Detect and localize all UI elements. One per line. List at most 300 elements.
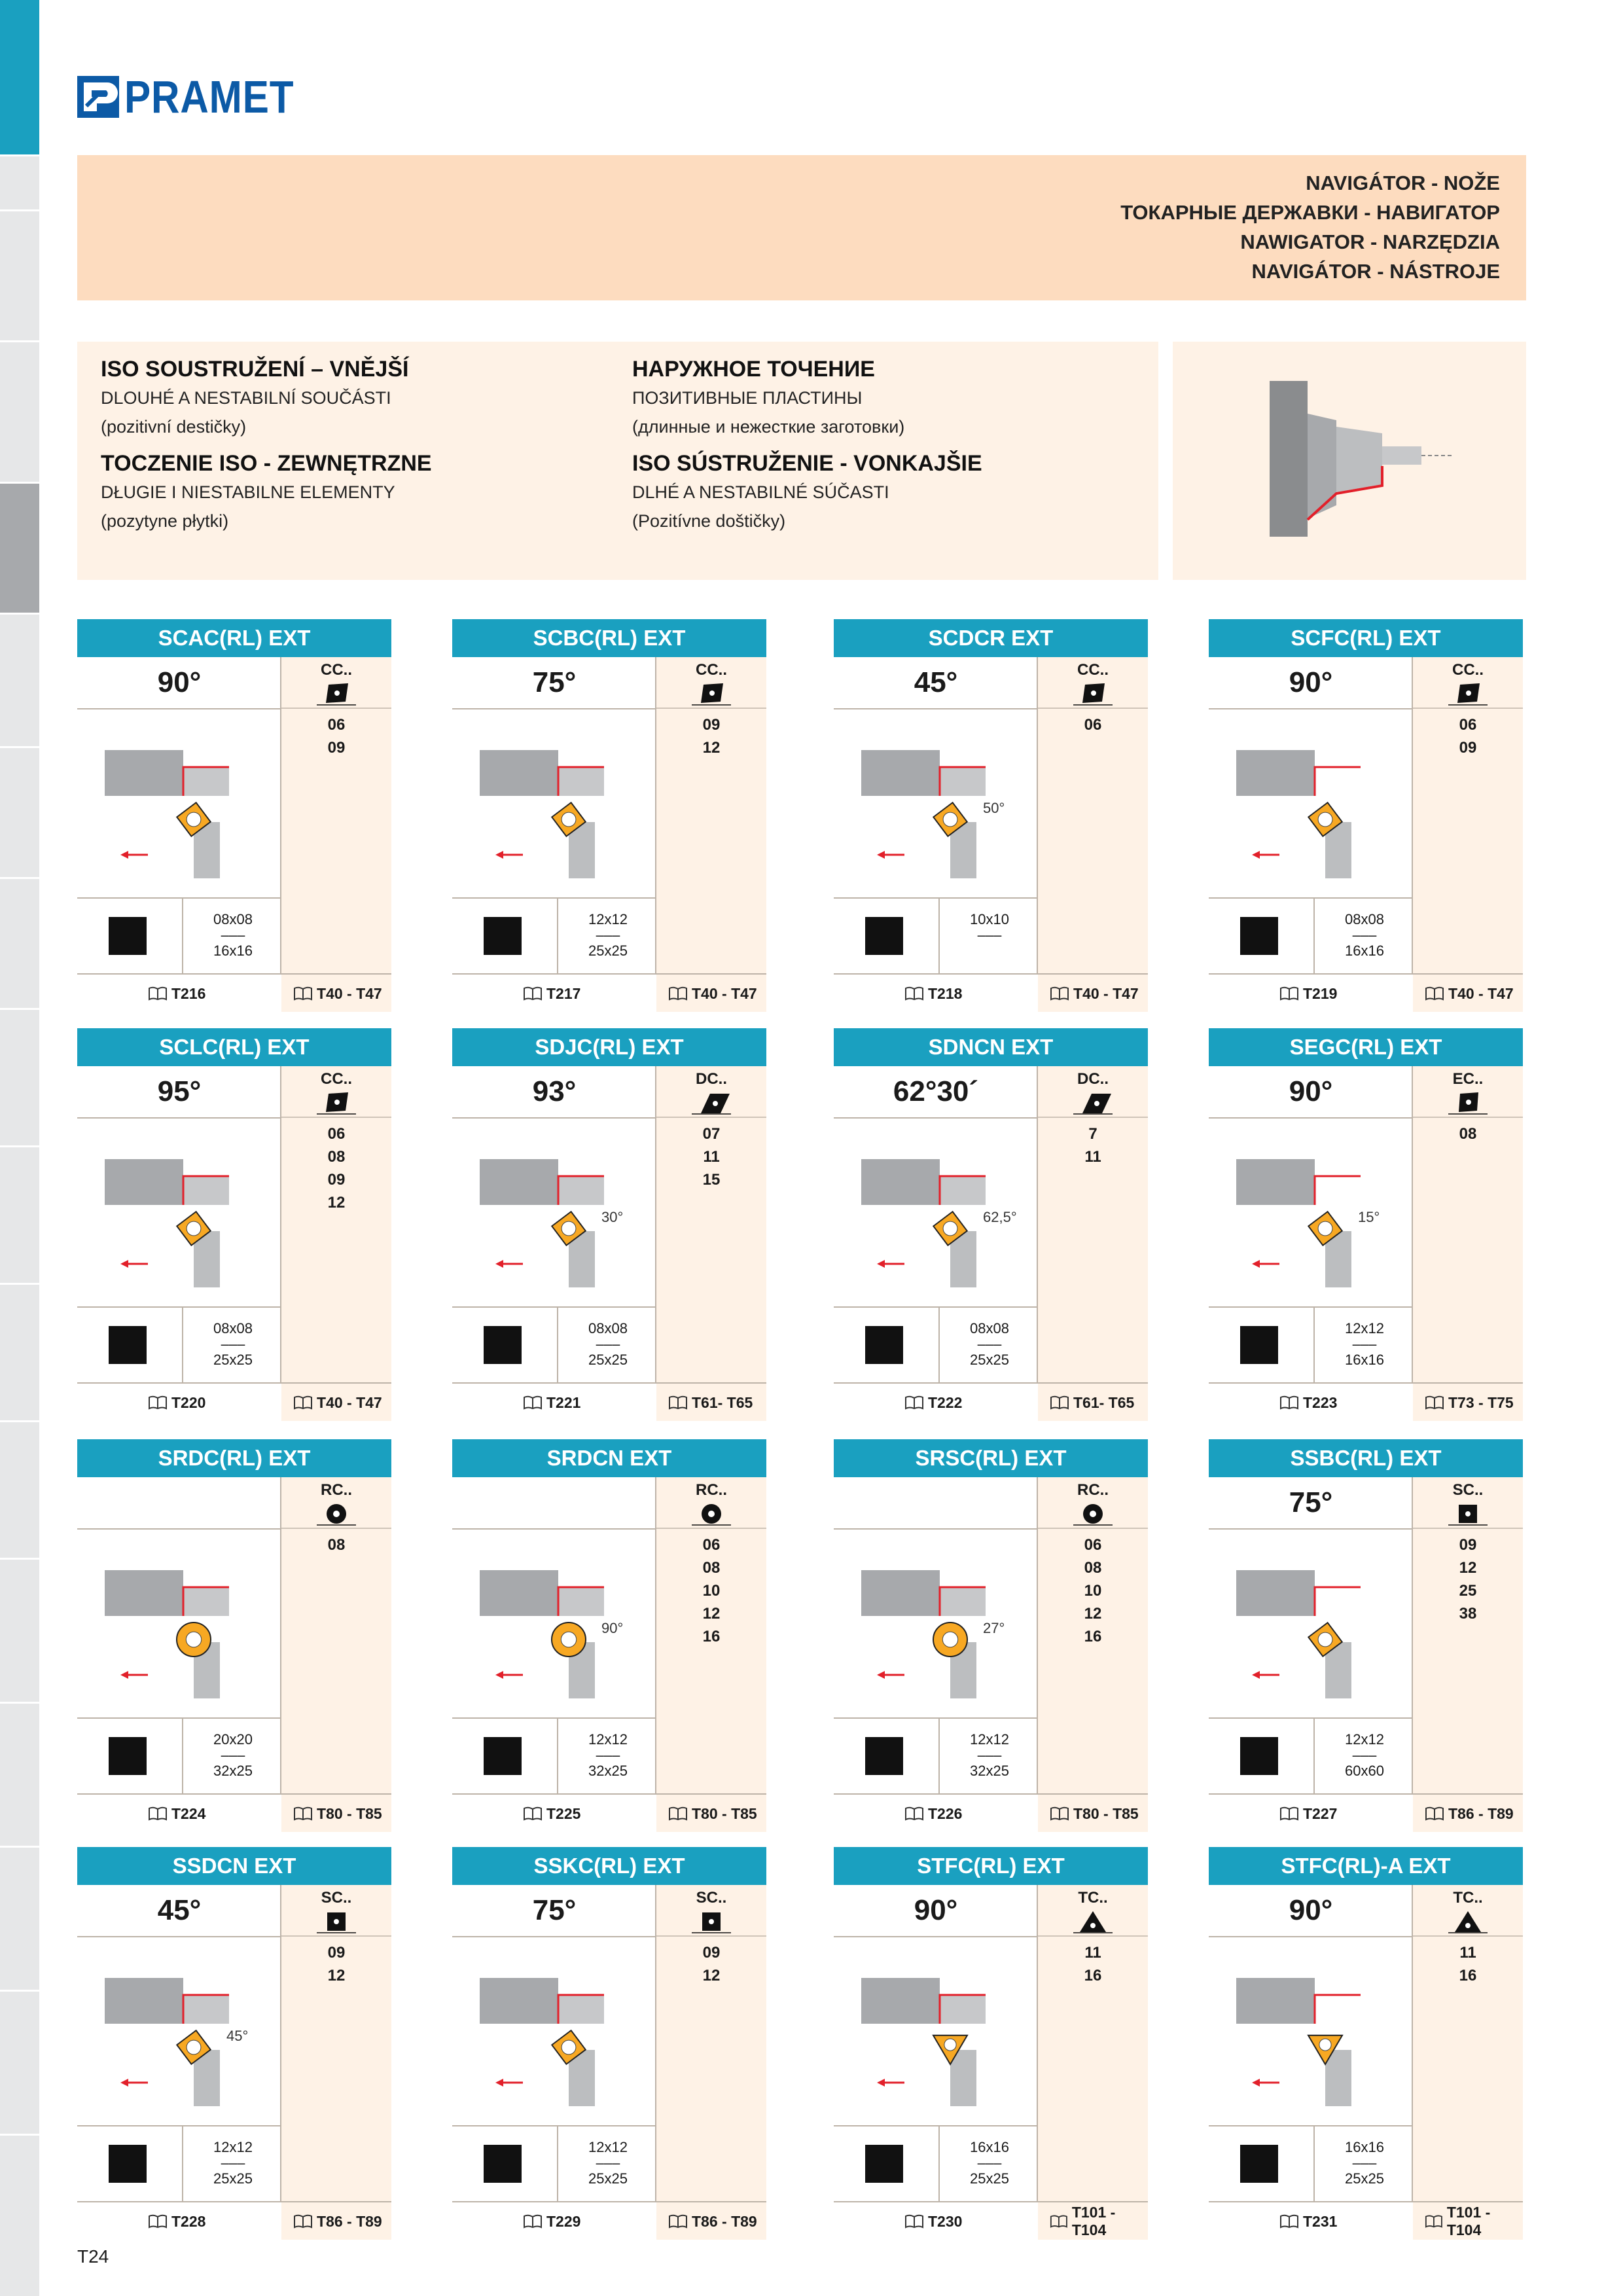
insert-panel (281, 1477, 391, 1832)
insert-size: 09 (327, 1944, 346, 1962)
insert-prefix: SC.. (321, 1889, 352, 1907)
section-heading-sk: ISO SÚSTRUŽENIE - VONKAJŠIE (632, 451, 982, 476)
insert-prefix: RC.. (321, 1481, 352, 1499)
shank-min: 08x08 (213, 911, 253, 927)
pramet-logo-mark-icon (77, 76, 119, 118)
shank-sep: ––– (596, 1336, 620, 1352)
brand-name: PRAMET (124, 71, 294, 122)
side-index-separator (0, 1420, 39, 1422)
section-subtitle-cz: DLOUHÉ A NESTABILNÍ SOUČÁSTI (101, 388, 391, 408)
book-icon (668, 1806, 688, 1821)
tool-title[interactable]: SEGC(RL) EXT (1209, 1028, 1523, 1066)
insert-panel (1413, 1477, 1523, 1832)
shank-min: 10x10 (970, 911, 1009, 927)
insert-size-list (1413, 1534, 1523, 1625)
section-note-sk: (Pozitívne doštičky) (632, 511, 786, 531)
tool-title[interactable]: SRSC(RL) EXT (834, 1439, 1148, 1477)
tool-card (1209, 1847, 1523, 2240)
insert-page-link[interactable] (668, 1387, 753, 1418)
insert-size-list (1038, 713, 1148, 736)
tool-title[interactable]: SCLC(RL) EXT (77, 1028, 391, 1066)
holder-page-link[interactable] (1279, 1798, 1337, 1829)
side-index-separator (0, 482, 39, 484)
insert-prefix: SC.. (1452, 1481, 1484, 1499)
insert-page-link[interactable] (293, 2206, 382, 2237)
shank-sep: ––– (977, 1336, 1002, 1352)
tool-holder-diagram-icon (1227, 1544, 1404, 1701)
tool-holder-diagram-icon (471, 724, 647, 881)
card-divider-insert (656, 1528, 766, 1529)
tool-title[interactable]: SCDCR EXT (834, 619, 1148, 657)
insert-size: 25 (1459, 1582, 1477, 1600)
shank-max: 25x25 (588, 942, 628, 959)
insert-shape-icon (1448, 1502, 1488, 1526)
shank-size-range (1313, 899, 1414, 973)
card-divider-footer (77, 973, 391, 975)
shank-max: 60x60 (1345, 1763, 1384, 1779)
tool-card (452, 1028, 766, 1421)
section-note-pl: (pozytyne płytki) (101, 511, 229, 531)
side-index-separator (0, 1283, 39, 1285)
tool-card (452, 1439, 766, 1832)
insert-size: 09 (327, 739, 346, 757)
shank-sep: ––– (596, 927, 620, 943)
holder-page-link[interactable] (523, 1387, 580, 1418)
insert-size: 12 (702, 1605, 721, 1623)
insert-prefix: CC.. (321, 1070, 352, 1088)
tool-holder-diagram-icon (471, 1133, 647, 1290)
card-divider-angle (834, 1117, 1038, 1119)
holder-page-link[interactable] (148, 1798, 205, 1829)
shank-min: 12x12 (588, 911, 628, 927)
insert-panel (281, 1885, 391, 2240)
page-number: T24 (77, 2246, 109, 2267)
side-index-separator (0, 154, 39, 156)
shank-min: 12x12 (1345, 1731, 1384, 1748)
tool-title[interactable]: STFC(RL) EXT (834, 1847, 1148, 1885)
insert-size: 12 (702, 1967, 721, 1984)
holder-page-ref: T216 (171, 984, 206, 1002)
approach-angle: 75° (532, 666, 577, 698)
section-heading-pl: TOCZENIE ISO - ZEWNĘTRZNE (101, 451, 432, 476)
holder-page-link[interactable] (1279, 978, 1337, 1009)
insert-page-link[interactable] (293, 1387, 382, 1418)
tool-holder-diagram-icon (852, 1544, 1029, 1701)
insert-prefix: DC.. (696, 1070, 727, 1088)
holder-page-link[interactable] (1279, 2206, 1337, 2237)
square-shank-icon (1240, 1326, 1278, 1364)
insert-size: 09 (702, 716, 721, 734)
insert-size-list (1413, 1941, 1523, 1987)
holder-page-ref: T228 (171, 2212, 206, 2230)
tool-card (834, 1439, 1148, 1832)
insert-page-link[interactable] (1425, 978, 1514, 1009)
tool-holder-diagram-icon (471, 1544, 647, 1701)
insert-size: 10 (702, 1582, 721, 1600)
insert-size-list (656, 1122, 766, 1191)
approach-angle: 45° (157, 1894, 202, 1926)
insert-page-link[interactable] (1425, 1387, 1514, 1418)
insert-size: 12 (327, 1194, 346, 1211)
card-divider-footer (834, 1382, 1148, 1384)
insert-page-ref: T40 - T47 (317, 984, 382, 1002)
holder-page-ref: T227 (1303, 1804, 1338, 1822)
card-divider-angle (77, 1936, 281, 1937)
description-column-right (632, 355, 982, 535)
insert-size: 09 (327, 1171, 346, 1189)
tool-title[interactable]: SRDCN EXT (452, 1439, 766, 1477)
insert-page-ref: T101 - T104 (1071, 2204, 1116, 2238)
insert-size-list (1413, 1122, 1523, 1145)
card-divider-footer (834, 1793, 1148, 1795)
insert-shape-icon (317, 682, 356, 706)
insert-panel (656, 1477, 766, 1832)
insert-prefix: SC.. (696, 1889, 727, 1907)
card-divider-footer (77, 2201, 391, 2202)
card-divider-angle (1209, 1117, 1413, 1119)
shank-max: 32x25 (213, 1763, 253, 1779)
book-icon (293, 2214, 313, 2229)
square-shank-icon (1240, 1737, 1278, 1775)
description-column-left (101, 355, 432, 535)
tool-card (77, 619, 391, 1012)
shank-size-range (938, 1308, 1039, 1382)
insert-size: 11 (1459, 1944, 1476, 1962)
insert-size: 06 (327, 1125, 346, 1143)
approach-angle: 90° (1289, 1075, 1333, 1107)
holder-page-ref: T229 (546, 2212, 581, 2230)
square-shank-icon (865, 1737, 903, 1775)
holder-page-link[interactable] (148, 978, 205, 1009)
card-divider-footer (452, 973, 766, 975)
book-icon (523, 1395, 543, 1410)
card-divider-angle (834, 1936, 1038, 1937)
card-divider-insert (281, 1528, 391, 1529)
card-divider-angle (1209, 1936, 1413, 1937)
insert-panel (1038, 1477, 1148, 1832)
insert-size: 12 (702, 739, 721, 757)
shank-size-range (938, 2126, 1039, 2201)
card-divider-angle (452, 708, 656, 709)
insert-prefix: CC.. (1452, 661, 1484, 679)
shank-size-range (557, 1308, 658, 1382)
approach-angle: 62°30´ (893, 1075, 979, 1107)
insert-size: 06 (1084, 1536, 1102, 1554)
holder-page-link[interactable] (904, 2206, 962, 2237)
book-icon (1279, 1395, 1299, 1410)
holder-page-ref: T231 (1303, 2212, 1338, 2230)
shank-sep: ––– (221, 1336, 245, 1352)
insert-page-ref: T61- T65 (1073, 1393, 1135, 1411)
insert-size: 16 (1084, 1628, 1102, 1645)
side-index-separator (0, 1702, 39, 1704)
insert-size-list (1038, 1941, 1148, 1987)
insert-page-link[interactable] (1050, 2206, 1148, 2237)
svg-text:62,5°: 62,5° (983, 1209, 1017, 1225)
insert-page-link[interactable] (1425, 1798, 1514, 1829)
shank-sep: ––– (596, 2155, 620, 2171)
insert-size: 12 (327, 1967, 346, 1984)
insert-size-list (1038, 1122, 1148, 1168)
section-heading-cz: ISO SOUSTRUŽENÍ – VNĚJŠÍ (101, 357, 409, 382)
shank-min: 16x16 (1345, 2139, 1384, 2155)
tool-title[interactable]: SSBC(RL) EXT (1209, 1439, 1523, 1477)
insert-page-link[interactable] (1050, 1387, 1134, 1418)
tool-title[interactable]: SDNCN EXT (834, 1028, 1148, 1066)
shank-min: 12x12 (213, 2139, 253, 2155)
square-shank-icon (484, 1737, 522, 1775)
side-index-separator (0, 1990, 39, 1992)
insert-size: 11 (1084, 1944, 1101, 1962)
shank-min: 20x20 (213, 1731, 253, 1748)
square-shank-icon (865, 917, 903, 955)
shank-min: 12x12 (588, 1731, 628, 1748)
side-index-separator (0, 1846, 39, 1848)
insert-page-link[interactable] (1050, 978, 1139, 1009)
card-divider-footer (834, 973, 1148, 975)
tool-holder-diagram-icon (852, 724, 1029, 881)
side-index-separator (0, 877, 39, 879)
card-divider-insert (656, 1117, 766, 1118)
insert-size-list (656, 1941, 766, 1987)
side-index-separator (0, 340, 39, 342)
insert-panel (656, 1885, 766, 2240)
shank-max: 32x25 (588, 1763, 628, 1779)
holder-page-link[interactable] (148, 2206, 205, 2237)
tool-title[interactable]: SCBC(RL) EXT (452, 619, 766, 657)
insert-panel (1413, 1066, 1523, 1421)
insert-size: 09 (1459, 1536, 1477, 1554)
insert-panel (1038, 657, 1148, 1012)
insert-page-link[interactable] (1050, 1798, 1139, 1829)
insert-panel (281, 1066, 391, 1421)
tool-holder-diagram-icon (471, 1952, 647, 2109)
banner-title-sk: NAVIGÁTOR - NÁSTROJE (1251, 260, 1500, 283)
approach-angle: 45° (914, 666, 958, 698)
insert-shape-icon (1073, 1091, 1113, 1115)
shank-sep: ––– (221, 1747, 245, 1763)
holder-page-ref: T220 (171, 1393, 206, 1411)
insert-page-ref: T40 - T47 (317, 1393, 382, 1411)
tool-card (452, 619, 766, 1012)
insert-shape-icon (692, 1502, 731, 1526)
shank-max: 25x25 (213, 1352, 253, 1368)
shank-max: 32x25 (970, 1763, 1009, 1779)
card-divider-footer (77, 1382, 391, 1384)
holder-page-link[interactable] (1279, 1387, 1337, 1418)
book-icon (1425, 1806, 1444, 1821)
tool-card (834, 1847, 1148, 2240)
shank-min: 12x12 (970, 1731, 1009, 1748)
tool-card (834, 1028, 1148, 1421)
tool-title[interactable]: SCFC(RL) EXT (1209, 619, 1523, 657)
insert-page-link[interactable] (293, 1798, 382, 1829)
holder-page-link[interactable] (904, 978, 962, 1009)
book-icon (1425, 1395, 1444, 1410)
shank-sep: ––– (977, 927, 1002, 943)
insert-page-ref: T40 - T47 (692, 984, 757, 1002)
card-divider-angle (1209, 1528, 1413, 1530)
book-icon (148, 986, 168, 1001)
book-icon (668, 986, 688, 1001)
insert-panel (1413, 1885, 1523, 2240)
insert-size: 06 (1459, 716, 1477, 734)
card-divider-insert (281, 1935, 391, 1937)
insert-page-link[interactable] (293, 978, 382, 1009)
insert-size-list (1038, 1534, 1148, 1648)
insert-prefix: RC.. (696, 1481, 727, 1499)
card-divider-insert (1413, 1935, 1523, 1937)
card-divider-insert (1413, 1117, 1523, 1118)
insert-panel (656, 1066, 766, 1421)
tool-holder-diagram-icon (96, 1133, 272, 1290)
insert-page-ref: T86 - T89 (692, 2212, 757, 2230)
card-divider-angle (834, 1528, 1038, 1530)
shank-sep: ––– (1352, 2155, 1377, 2171)
insert-size-list (281, 713, 391, 759)
shank-size-range (557, 1719, 658, 1793)
shank-sep: ––– (977, 1747, 1002, 1763)
card-divider-insert (1038, 1528, 1148, 1529)
holder-page-ref: T230 (928, 2212, 963, 2230)
square-shank-icon (1240, 2145, 1278, 2183)
card-divider-angle (452, 1936, 656, 1937)
book-icon (1050, 1806, 1069, 1821)
approach-angle: 90° (914, 1894, 958, 1926)
insert-shape-icon (692, 1091, 731, 1115)
card-divider-footer (1209, 2201, 1523, 2202)
insert-size: 08 (327, 1536, 346, 1554)
tool-title[interactable]: SSDCN EXT (77, 1847, 391, 1885)
card-divider-insert (281, 708, 391, 709)
square-shank-icon (109, 917, 147, 955)
side-index-separator (0, 1558, 39, 1560)
holder-page-link[interactable] (904, 1798, 962, 1829)
insert-page-link[interactable] (1425, 2206, 1523, 2237)
insert-shape-icon (692, 682, 731, 706)
insert-prefix: TC.. (1078, 1889, 1108, 1907)
insert-prefix: DC.. (1077, 1070, 1109, 1088)
shank-sep: ––– (977, 2155, 1002, 2171)
book-icon (668, 1395, 688, 1410)
tool-title[interactable]: SSKC(RL) EXT (452, 1847, 766, 1885)
holder-page-link[interactable] (523, 978, 580, 1009)
tool-title[interactable]: SCAC(RL) EXT (77, 619, 391, 657)
holder-page-link[interactable] (523, 1798, 580, 1829)
shank-size-range (938, 1719, 1039, 1793)
insert-size-list (656, 1534, 766, 1648)
section-note-ru: (длинные и нежесткие заготовки) (632, 417, 905, 437)
shank-sep: ––– (1352, 1747, 1377, 1763)
side-index-active-tab (0, 0, 39, 154)
book-icon (904, 1395, 924, 1410)
book-icon (1425, 2214, 1443, 2229)
insert-size: 09 (1459, 739, 1477, 757)
shank-size-range (182, 2126, 283, 2201)
tool-holder-diagram-icon (96, 1544, 272, 1701)
tool-title[interactable]: STFC(RL)-A EXT (1209, 1847, 1523, 1885)
insert-page-ref: T73 - T75 (1448, 1393, 1514, 1411)
shank-size-range (938, 899, 1039, 973)
insert-size: 12 (1084, 1605, 1102, 1623)
holder-page-link[interactable] (523, 2206, 580, 2237)
book-icon (293, 1395, 313, 1410)
insert-page-link[interactable] (668, 978, 757, 1009)
insert-size-list (656, 713, 766, 759)
holder-page-ref: T221 (546, 1393, 581, 1411)
book-icon (904, 2214, 924, 2229)
insert-size: 08 (1084, 1559, 1102, 1577)
insert-size: 08 (327, 1148, 346, 1166)
book-icon (904, 1806, 924, 1821)
shank-size-range (1313, 1308, 1414, 1382)
insert-panel (1038, 1066, 1148, 1421)
shank-size-range (557, 2126, 658, 2201)
shank-size-range (182, 899, 283, 973)
workpiece-diagram (1173, 342, 1526, 580)
book-icon (1050, 986, 1069, 1001)
approach-angle: 90° (1289, 666, 1333, 698)
side-index-separator (0, 1008, 39, 1010)
shank-max: 16x16 (213, 942, 253, 959)
insert-page-link[interactable] (668, 2206, 757, 2237)
shank-size-range (182, 1308, 283, 1382)
banner-title-pl: NAWIGATOR - NARZĘDZIA (1240, 230, 1500, 253)
insert-shape-icon (1073, 1910, 1113, 1933)
section-description (77, 342, 1158, 580)
side-index-separator (0, 613, 39, 615)
shank-max: 25x25 (970, 1352, 1009, 1368)
tool-title[interactable]: SRDC(RL) EXT (77, 1439, 391, 1477)
insert-size: 07 (702, 1125, 721, 1143)
insert-prefix: TC.. (1453, 1889, 1483, 1907)
tool-holder-diagram-icon (1227, 724, 1404, 881)
card-divider-insert (281, 1117, 391, 1118)
shank-min: 08x08 (970, 1320, 1009, 1336)
approach-angle: 95° (157, 1075, 202, 1107)
tool-holder-diagram-icon (852, 1952, 1029, 2109)
holder-page-link[interactable] (148, 1387, 205, 1418)
shank-max: 16x16 (1345, 942, 1384, 959)
square-shank-icon (865, 2145, 903, 2183)
pramet-logo (77, 73, 322, 120)
insert-prefix: EC.. (1452, 1070, 1484, 1088)
insert-prefix: RC.. (1077, 1481, 1109, 1499)
header-banner (77, 155, 1526, 300)
long-workpiece-icon (1173, 342, 1526, 580)
card-divider-footer (1209, 973, 1523, 975)
card-divider-angle (1209, 708, 1413, 709)
card-divider-insert (1413, 1528, 1523, 1529)
tool-holder-diagram-icon (96, 724, 272, 881)
book-icon (1279, 2214, 1299, 2229)
holder-page-ref: T217 (546, 984, 581, 1002)
book-icon (523, 1806, 543, 1821)
book-icon (1279, 986, 1299, 1001)
holder-page-link[interactable] (904, 1387, 962, 1418)
tool-title[interactable]: SDJC(RL) EXT (452, 1028, 766, 1066)
square-shank-icon (109, 1737, 147, 1775)
banner-title-ru: ТОКАРНЫЕ ДЕРЖАВКИ - НАВИГАТОР (1120, 201, 1500, 224)
approach-angle: 90° (157, 666, 202, 698)
side-index-separator (0, 2134, 39, 2136)
insert-page-link[interactable] (668, 1798, 757, 1829)
book-icon (293, 986, 313, 1001)
insert-size: 06 (1084, 716, 1102, 734)
shank-sep: ––– (1352, 1336, 1377, 1352)
shank-max: 25x25 (213, 2170, 253, 2187)
square-shank-icon (109, 1326, 147, 1364)
